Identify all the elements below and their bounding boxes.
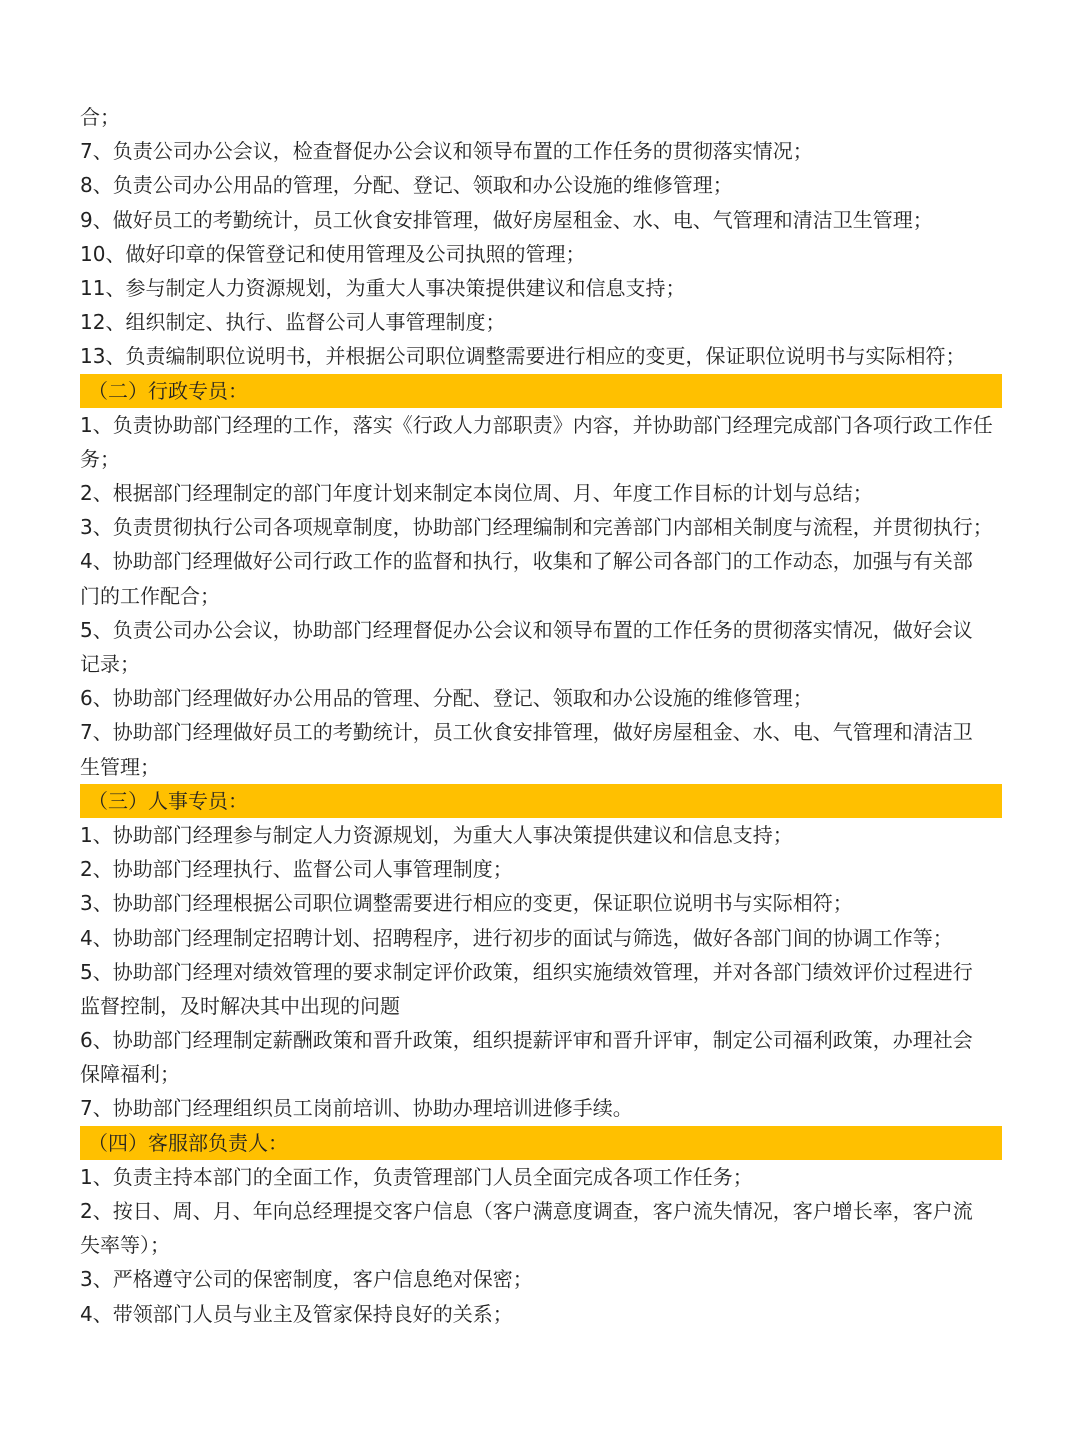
text-line: 4、协助部门经理做好公司行政工作的监督和执行，收集和了解公司各部门的工作动态，加强与有关部 — [80, 549, 973, 574]
text-line: 4、带领部门人员与业主及管家保持良好的关系； — [80, 1301, 513, 1326]
text-line: 11、参与制定人力资源规划，为重大人事决策提供建议和信息支持； — [80, 275, 686, 300]
text-line: 1、协助部门经理参与制定人力资源规划，为重大人事决策提供建议和信息支持； — [80, 822, 793, 847]
text-line: 9、做好员工的考勤统计，员工伙食安排管理，做好房屋租金、水、电、气管理和清洁卫生管理； — [80, 207, 933, 232]
section-heading: （二）行政专员： — [80, 374, 1002, 408]
section-heading: （四）客服部负责人： — [80, 1126, 1002, 1160]
text-line: 10、做好印章的保管登记和使用管理及公司执照的管理； — [80, 241, 586, 266]
text-line: 6、协助部门经理制定薪酬政策和晋升政策，组织提薪评审和晋升评审，制定公司福利政策，办理社会 — [80, 1028, 973, 1053]
text-line: 3、负责贯彻执行公司各项规章制度，协助部门经理编制和完善部门内部相关制度与流程，并贯彻执行； — [80, 515, 993, 540]
text-line: 合； — [80, 105, 120, 129]
text-line: 1、负责协助部门经理的工作，落实《行政人力部职责》内容，并协助部门经理完成部门各项行政工作任 — [80, 412, 993, 437]
text-line: 7、负责公司办公会议，检查督促办公会议和领导布置的工作任务的贯彻落实情况； — [80, 139, 813, 164]
text-line: 门的工作配合； — [80, 583, 220, 608]
text-line: 2、协助部门经理执行、监督公司人事管理制度； — [80, 857, 513, 882]
text-line: 1、负责主持本部门的全面工作，负责管理部门人员全面完成各项工作任务； — [80, 1164, 753, 1189]
text-line: 3、协助部门经理根据公司职位调整需要进行相应的变更，保证职位说明书与实际相符； — [80, 891, 853, 916]
text-line: 5、协助部门经理对绩效管理的要求制定评价政策，组织实施绩效管理，并对各部门绩效评价过程进行 — [80, 959, 973, 984]
text-line: 6、协助部门经理做好办公用品的管理、分配、登记、领取和办公设施的维修管理； — [80, 686, 813, 711]
text-line: 7、协助部门经理做好员工的考勤统计，员工伙食安排管理，做好房屋租金、水、电、气管理和清洁卫 — [80, 720, 973, 745]
text-line: 3、严格遵守公司的保密制度，客户信息绝对保密； — [80, 1267, 533, 1292]
text-line: 2、根据部门经理制定的部门年度计划来制定本岗位周、月、年度工作目标的计划与总结； — [80, 481, 873, 506]
text-line: 8、负责公司办公用品的管理，分配、登记、领取和办公设施的维修管理； — [80, 173, 733, 198]
text-line: 失率等）； — [80, 1233, 170, 1258]
text-line: 生管理； — [80, 754, 160, 779]
text-line: 监督控制，及时解决其中出现的问题 — [80, 993, 400, 1018]
text-line: 保障福利； — [80, 1062, 180, 1087]
text-line: 4、协助部门经理制定招聘计划、招聘程序，进行初步的面试与筛选，做好各部门间的协调工作等； — [80, 925, 953, 950]
section-heading: （三）人事专员： — [80, 784, 1002, 818]
document-body — [80, 100, 1002, 1331]
text-line: 5、负责公司办公会议，协助部门经理督促办公会议和领导布置的工作任务的贯彻落实情况，做好会议 — [80, 617, 973, 642]
text-line: 务； — [80, 446, 120, 471]
text-line: 13、负责编制职位说明书，并根据公司职位调整需要进行相应的变更，保证职位说明书与实际相符； — [80, 344, 966, 369]
text-line: 12、组织制定、执行、监督公司人事管理制度； — [80, 310, 506, 335]
text-line: 2、按日、周、月、年向总经理提交客户信息（客户满意度调查，客户流失情况，客户增长率，客户流 — [80, 1199, 973, 1223]
text-line: 记录； — [80, 652, 140, 676]
text-line: 7、协助部门经理组织员工岗前培训、协助办理培训进修手续。 — [80, 1096, 633, 1121]
